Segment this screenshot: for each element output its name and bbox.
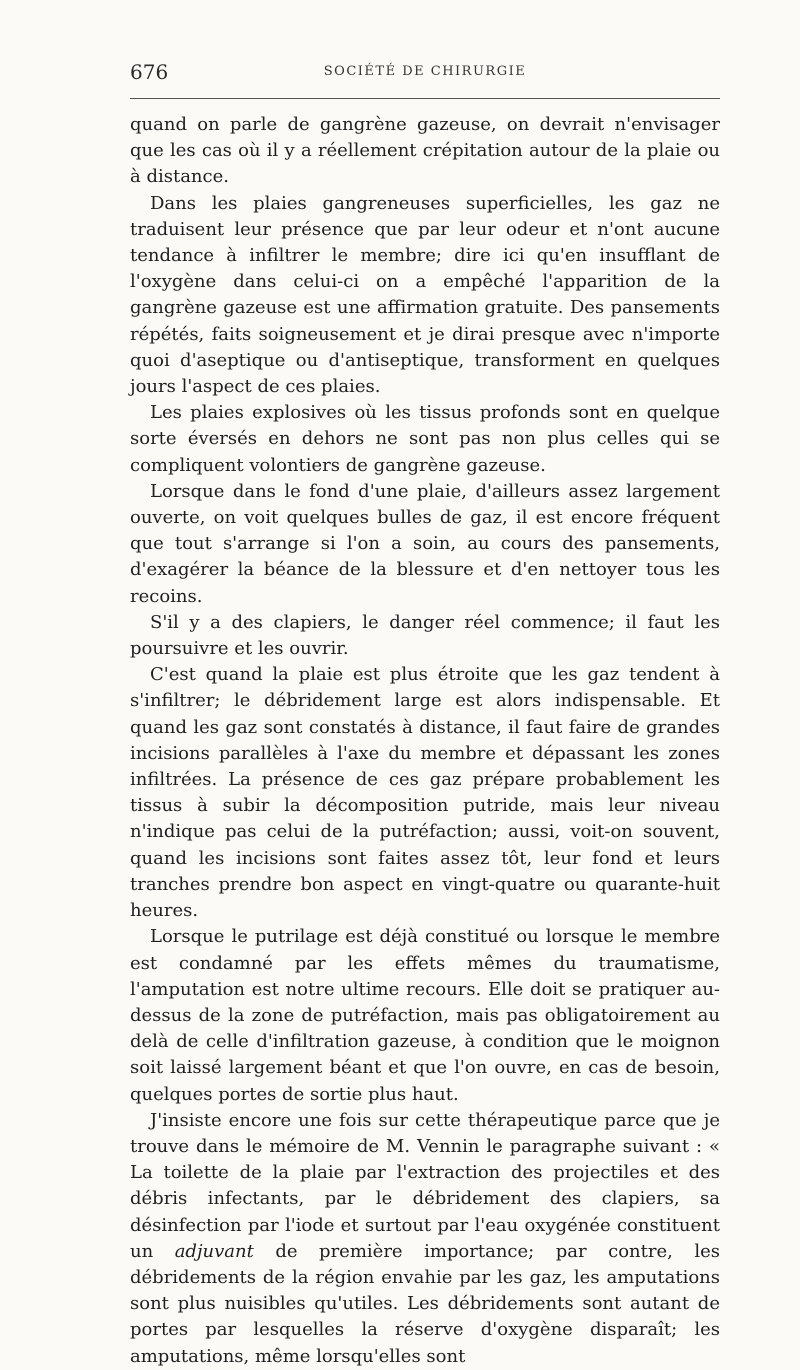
- header-rule: [130, 98, 720, 99]
- paragraph: quand on parle de gangrène gazeuse, on devrait n'envisager que les cas où il y a réellement crépitation autour de la plaie ou à distance.: [130, 114, 720, 188]
- paragraph: Lorsque le putrilage est déjà constitué ou lorsque le membre est condamné par les effets mêmes du traumatisme, l'amputation est notre ultime recours. Elle doit se pratiquer au-dessus de la zone de putréfaction, mais pas obligatoirement au delà de celle d'infiltration gazeuse, à condition que le moignon soit laissé largement béant et que l'on ouvre, en cas de besoin, quelques portes de sortie plus haut.: [130, 926, 720, 1105]
- paragraph-text: J'insiste encore une fois sur cette thérapeutique parce que je trouve dans le mémoire de M. Vennin le paragraphe suivant : « La toilette de la plaie par l'extraction des projectiles et des débris infectants, par le débridement des clapiers, sa désinfection par l'iode et surtout par l'eau oxygénée constituent un: [130, 1109, 720, 1262]
- paragraph-text: de première importance; par contre, les débridements de la région envahie par les gaz, les amputations sont plus nuisibles qu'utiles. Les débridements sont autant de portes par lesquelles la réserve d'oxygène disparaît; les amputations, même lorsqu'elles sont: [130, 1240, 720, 1367]
- paragraph: S'il y a des clapiers, le danger réel commence; il faut les poursuivre et les ouvrir.: [130, 611, 720, 660]
- running-title: SOCIÉTÉ DE CHIRURGIE: [323, 64, 527, 79]
- page-header: [130, 58, 720, 88]
- paragraph: Dans les plaies gangreneuses superficielles, les gaz ne traduisent leur présence que par leur odeur et n'ont aucune tendance à infiltrer le membre; dire ici qu'en insufflant de l'oxygène dans celui-ci on a empêché l'apparition de la gangrène gazeuse est une affirmation gratuite. Des pansements répétés, faits soigneusement et je dirai presque avec n'importe quoi d'aseptique ou d'antiseptique, transforment en quelques jours l'aspect de ces plaies.: [130, 192, 720, 398]
- paragraph: Lorsque dans le fond d'une plaie, d'ailleurs assez largement ouverte, on voit quelques bulles de gaz, il est encore fréquent que tout s'arrange si l'on a soin, au cours des pansements, d'exagérer la béance de la blessure et d'en nettoyer tous les recoins.: [130, 480, 720, 607]
- paragraph-quote: [130, 1108, 720, 1370]
- paragraph: C'est quand la plaie est plus étroite que les gaz tendent à s'infiltrer; le débridement large est alors indispensable. Et quand les gaz sont constatés à distance, il faut faire de grandes incisions parallèles à l'axe du membre et dépassant les zones infiltrées. La présence de ces gaz prépare probablement les tissus à subir la décomposition putride, mais leur niveau n'indique pas celui de la putréfaction; aussi, voit-on souvent, quand les incisions sont faites assez tôt, leur fond et leurs tranches prendre bon aspect en vingt-quatre ou quarante-huit heures.: [130, 664, 720, 922]
- italic-term: adjuvant: [174, 1240, 254, 1262]
- body-text: [130, 112, 720, 1370]
- paragraph: Les plaies explosives où les tissus profonds sont en quelque sorte éversés en dehors ne sont pas non plus celles qui se compliquent volontiers de gangrène gazeuse.: [130, 402, 720, 476]
- page-number: 676: [130, 60, 169, 84]
